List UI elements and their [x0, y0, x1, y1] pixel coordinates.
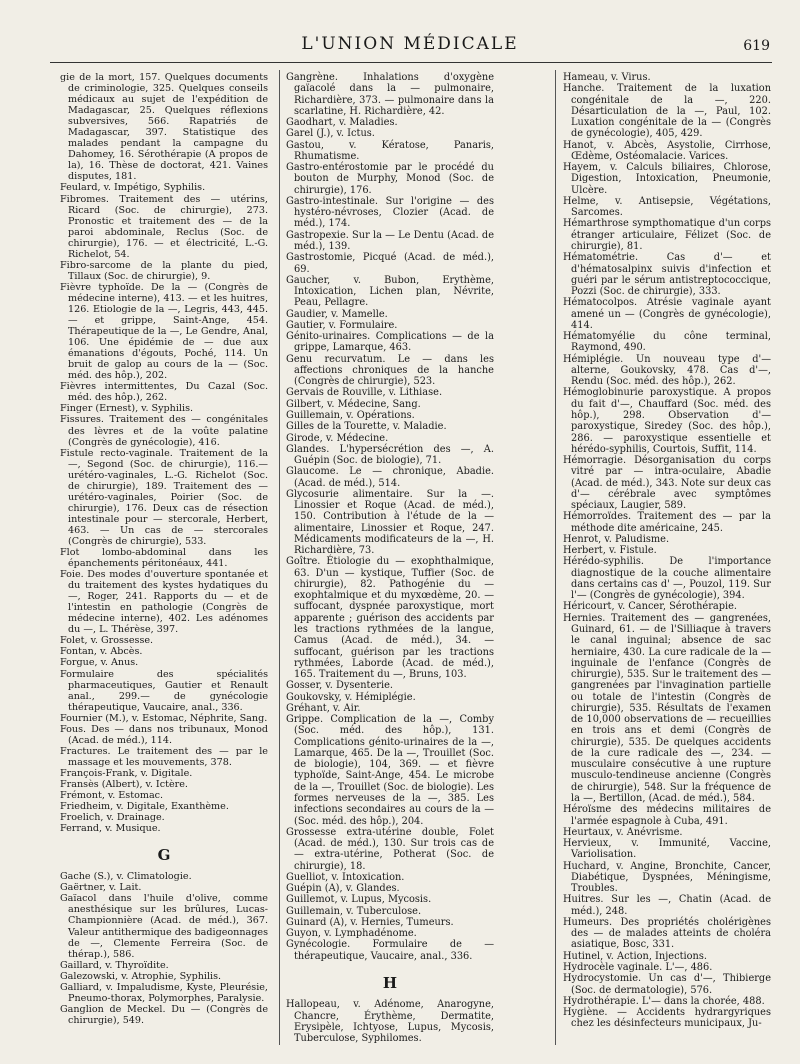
index-entry: Hernies. Traitement des — gangrenées, Guinard, 61. — de l'Silliaque à travers le canal inguinal; absence de sac herniaire, 430. La cure radicale de la — inguinale de l'enfance (Congrès de chirurgie), 535. Sur le traitement des — gangrenées par l'invagination partielle ou totale de l'intestin (Congrès de chirurgie), 535. Résultats de l'examen de 10,000 observations de — recueillies en trois ans et demi (Congrès de chirurgie), 535. De quelques accidents de la cure radicale des —, 234. — musculaire consécutive à une rupture musculo-tendineuse ancienne (Congrès de chirurgie), 548. Sur la fréquence de la —, Bertillon, (Acad. de méd.), 584.	[563, 612, 771, 804]
index-entry: Gréhant, v. Air.	[286, 702, 361, 714]
index-entry: Gaudier, v. Mamelle.	[286, 308, 388, 320]
index-entry: Gaïacol dans l'huile d'olive, comme anesthésique sur les brûlures, Lucas-Championnière (Acad. de méd.), 367. Valeur antithermique des badigeonnages de —, Clemente Ferreira (Soc. de thérap.), 586.	[60, 893, 268, 960]
index-entry: Hémorragie. Désorganisation du corps vitré par — intra-oculaire, Abadie (Acad. de méd.), 343. Note sur deux cas d'— cérébrale avec symptômes spéciaux, Laugier, 589.	[563, 455, 771, 512]
column-divider	[279, 70, 280, 1045]
index-entry: Helme, v. Antisepsie, Végétations, Sarcomes.	[563, 195, 771, 219]
index-entry: Guelliot, v. Intoxication.	[286, 871, 405, 883]
index-entry: Hématométrie. Cas d'— et d'hématosalpinx suivis d'infection et guéri par le sérum antistreptococcique, Pozzi (Soc. de chirurgie), 333.	[563, 252, 771, 298]
index-entry: Héroïsme des médecins militaires de l'armée espagnole à Cuba, 491.	[563, 804, 771, 827]
index-entry: Gastropexie. Sur la — Le Dentu (Acad. de méd.), 139.	[286, 229, 494, 252]
index-entry: Goître. Étiologie du — exophthalmique, 63. D'un — kystique, Tuffier (Soc. de chirurgie), 82. Pathogénie du — exophtalmique et du myxœdème, 20. — suffocant, dyspnée paroxystique, mort apparente ; guérison des accidents par les tractions rythmées de la langue, Camus (Acad. de méd.), 34. — suffocant, guérison par les tractions rythmées, Laborde (Acad. de méd.), 165. Traitement du —, Bruns, 103.	[286, 556, 494, 681]
index-entry: Gaërtner, v. Lait.	[60, 882, 142, 894]
index-entry: Grippe. Complication de la —, Comby (Soc. méd. des hôp.), 131. Complications génito-urinaires de la —, Lamarque, 465. De la —, Trouillet (Soc. de biologie), 104, 369. — et fièvre typhoïde, Saint-Ange, 454. Le microbe de la —, Trouillet (Soc. de biologie). Les formes nerveuses de la —, 385. Les infections secondaires au cours de la — (Soc. méd. des hôp.), 204.	[286, 714, 494, 827]
index-entry: Gaillard, v. Thyroïdite.	[60, 959, 169, 971]
index-entry: Gilles de la Tourette, v. Maladie.	[286, 421, 447, 433]
index-entry: Hayem, v. Calculs biliaires, Chlorose, Digestion, Intoxication, Pneumonie, Ulcère.	[563, 162, 771, 196]
index-entry: Forgue, v. Anus.	[60, 657, 139, 669]
index-entry: Hématomyélie du cône terminal, Raymond, 490.	[563, 331, 771, 354]
index-entry: Gaodhart, v. Maladies.	[286, 117, 398, 129]
index-entry: Feulard, v. Impétigo, Syphilis.	[60, 182, 206, 194]
running-title: L'UNION MÉDICALE	[301, 34, 519, 54]
index-entry: Humeurs. Des propriétés cholérigènes des — de malades atteints de choléra asiatique, Bosc, 331.	[563, 916, 771, 951]
index-entry: Friedheim, v. Digitale, Exanthème.	[60, 801, 229, 813]
index-entry: Folet, v. Grossesse.	[60, 635, 154, 647]
index-entry: Garel (J.), v. Ictus.	[286, 128, 375, 140]
index-entry: Gastrostomie, Picqué (Acad. de méd.), 69.	[286, 252, 494, 275]
index-entry: Hameau, v. Virus.	[563, 72, 651, 83]
index-entry: Gosser, v. Dysenterie.	[286, 680, 393, 692]
index-entry: Hémoglobinurie paroxystique. A propos du fait d'—, Chauffard (Soc. méd. des hôp.), 298. Observation d'— paroxystique, Siredey (Soc. des hôp.), 286. — paroxystique essentielle et hérédo-syphilis, Courtois, Suffit, 114.	[563, 387, 771, 455]
index-entry: Ganglion de Meckel. Du — (Congrès de chirurgie), 549.	[60, 1003, 268, 1026]
index-entry: Fontan, v. Abcès.	[60, 646, 143, 658]
index-entry: Gastou, v. Kératose, Panaris, Rhumatisme.	[286, 139, 494, 162]
section-letter-heading: H	[382, 973, 398, 992]
index-entry: gie de la mort, 157. Quelques documents de criminologie, 325. Quelques conseils médicaux au sujet de l'expédition de Madagascar, 25. Quelques réflexions subversives, 566. Rapatriés de Madagascar, 397. Statistique des malades pendant la campagne du Dahomey, 16. Sérothérapie (A propos de la), 16. Thèse de doctorat, 421. Vaines disputes, 181.	[60, 72, 268, 183]
index-entry: Guillemain, v. Opérations.	[286, 409, 415, 421]
index-entry: Gangrène. Inhalations d'oxygène gaïacolé dans la — pulmonaire, Richardière, 373. — pulmonaire dans la scarlatine, H. Richardière, 42.	[286, 72, 494, 117]
index-entry: Gastro-intestinale. Sur l'origine — des hystéro-névroses, Clozier (Acad. de méd.), 174.	[286, 195, 494, 230]
page-header	[50, 30, 770, 58]
index-entry: Gynécologie. Formulaire de — thérapeutique, Vaucaire, anal., 336.	[286, 939, 494, 962]
index-entry: Gaucher, v. Bubon, Erythème, Intoxication, Lichen plan, Névrite, Peau, Pellagre.	[286, 274, 494, 309]
section-letter-heading: G	[157, 846, 171, 865]
index-entry: Frémont, v. Estomac.	[60, 790, 164, 802]
index-entry: Ferrand, v. Musique.	[60, 823, 161, 835]
index-entry: Fièvres intermittentes, Du Cazal (Soc. méd. des hôp.), 262.	[60, 381, 268, 404]
index-entry: François-Frank, v. Digitale.	[60, 767, 193, 779]
index-entry: Hallopeau, v. Adénome, Anarogyne, Chancre, Érythème, Dermatite, Erysipèle, Ichtyose, Lupus, Mycosis, Tuberculose, Syphilomes.	[286, 999, 494, 1045]
index-column-2	[286, 72, 494, 1044]
index-column-1	[60, 72, 268, 1026]
index-entry: Galliard, v. Impaludisme, Kyste, Pleurésie, Pneumo-thorax, Polymorphes, Paralysie.	[60, 981, 268, 1004]
index-entry: Fibro-sarcome de la plante du pied, Tillaux (Soc. de chirurgie), 9.	[60, 259, 268, 282]
index-entry: Hémarthrose sympthomatique d'un corps étranger articulaire, Félizet (Soc. de chirurgie), 81.	[563, 218, 771, 252]
index-entry: Herbert, v. Fistule.	[563, 545, 657, 557]
index-entry: Glaucome. Le — chronique, Abadie. (Acad. de méd.), 514.	[286, 466, 494, 489]
index-entry: Foie. Des modes d'ouverture spontanée et du traitement des kystes hydatiques du —, Roger, 241. Rapports du — et de l'intestin en pathologie (Congrès de médecine interne), 402. Les adénomes du —, L. Thérèse, 397.	[60, 569, 268, 636]
page-number: 619	[743, 38, 770, 54]
index-entry: Hérédo-syphilis. De l'importance diagnostique de la couche alimentaire dans certains cas d' —, Pouzol, 119. Sur l'— (Congrès de gynécologie), 394.	[563, 556, 771, 602]
index-entry: Hygiène. — Accidents hydrargyriques chez les désinfecteurs municipaux, Ju-	[563, 1007, 771, 1030]
index-entry: Gache (S.), v. Climatologie.	[60, 871, 192, 883]
index-entry: Guillemot, v. Lupus, Mycosis.	[286, 894, 432, 906]
index-entry: Gilbert, v. Médecine, Sang.	[286, 398, 421, 410]
index-entry: Formulaire des spécialités pharmaceutiques, Gautier et Renault anal., 299.— de gynécologie thérapeutique, Vaucaire, anal., 336.	[60, 668, 268, 713]
index-entry: Génito-urinaires. Complications — de la grippe, Lamarque, 463.	[286, 331, 494, 354]
header-rule	[50, 62, 772, 63]
column-divider	[555, 70, 556, 1045]
index-entry: Guépin (A), v. Glandes.	[286, 883, 400, 895]
index-entry: Hémorroïdes. Traitement des — par la méthode dite américaine, 245.	[563, 511, 771, 534]
index-entry: Goukovsky, v. Hémiplégie.	[286, 691, 416, 703]
index-entry: Grossesse extra-utérine double, Folet (Acad. de méd.), 130. Sur trois cas de — extra-utérine, Potherat (Soc. de chirurgie), 18.	[286, 826, 494, 872]
index-entry: Glandes. L'hypersécrétion des —, A. Guépin (Soc. de biologie), 71.	[286, 443, 494, 467]
index-entry: Heurtaux, v. Anévrisme.	[563, 826, 683, 838]
index-entry: Hanche. Traitement de la luxation congénitale de la —, 220. Désarticulation de la —, Paul, 102. Luxation congénitale de la — (Congrès de gynécologie), 405, 429.	[563, 83, 771, 140]
index-entry: Hutinel, v. Action, Injections.	[563, 950, 707, 962]
index-entry: Fransès (Albert), v. Ictère.	[60, 779, 188, 790]
index-entry: Hanot, v. Abcès, Asystolie, Cirrhose, Œdème, Ostéomalacie. Varices.	[563, 139, 771, 162]
index-entry: Fibromes. Traitement des — utérins, Ricard (Soc. de chirurgie), 273. Pronostic et traitement des — de la paroi abdominale, Reclus (Soc. de chirurgie), 176. — et électricité, L.-G. Richelot, 54.	[60, 193, 268, 260]
index-entry: Hydrocèle vaginale. L'—, 486.	[563, 961, 713, 973]
index-entry: Fous. Des — dans nos tribunaux, Monod (Acad. de méd.), 114.	[60, 723, 268, 746]
index-entry: Hydrocystomie. Un cas d'—, Thibierge (Soc. de dermatologie), 576.	[563, 973, 771, 996]
index-entry: Guyon, v. Lymphadénome.	[286, 928, 417, 940]
index-entry: Finger (Ernest), v. Syphilis.	[60, 403, 194, 415]
index-entry: Héricourt, v. Cancer, Sérothérapie.	[563, 601, 738, 613]
index-entry: Galezowski, v. Atrophie, Syphilis.	[60, 970, 222, 982]
index-entry: Girode, v. Médecine.	[286, 432, 389, 444]
index-entry: Genu recurvatum. Le — dans les affections chroniques de la hanche (Congrès de chirurgie), 523.	[286, 353, 494, 388]
index-entry: Gastro-entérostomie par le procédé du bouton de Murphy, Monod (Soc. de chirurgie), 176.	[286, 162, 494, 196]
index-entry: Hématocolpos. Atrésie vaginale ayant amené un — (Congrès de gynécologie), 414.	[563, 297, 771, 331]
index-entry: Huitres. Sur les —, Chatin (Acad. de méd.), 248.	[563, 894, 771, 917]
index-entry: Fractures. Le traitement des — par le massage et les mouvements, 378.	[60, 745, 268, 768]
index-entry: Fistule recto-vaginale. Traitement de la —, Segond (Soc. de chirurgie), 116.— urétéro-vaginales, L.-G. Richelot (Soc. de chirurgie), 189. Traitement des — urétéro-vaginales, Poirier (Soc. de chirurgie), 176. Deux cas de résection intestinale pour — stercorale, Herbert, 463. — Un cas de — stercorales (Congrès de chirurgie), 533.	[60, 447, 268, 547]
index-entry: Hervieux, v. Immunité, Vaccine, Variolisation.	[563, 838, 771, 861]
index-entry: Froelich, v. Drainage.	[60, 812, 165, 824]
index-entry: Flot lombo-abdominal dans les épanchements péritonéaux, 441.	[60, 547, 268, 570]
index-entry: Guillemain, v. Tuberculose.	[286, 905, 422, 917]
index-entry: Gautier, v. Formulaire.	[286, 319, 398, 331]
index-entry: Glycosurie alimentaire. Sur la —. Linossier et Roque (Acad. de méd.), 150. Contribution à l'étude de la — alimentaire, Linossier et Roque, 247. Médicaments modificateurs de la —, H. Richardière, 73.	[286, 488, 494, 557]
index-entry: Fournier (M.), v. Estomac, Néphrite, Sang.	[60, 712, 268, 724]
index-entry: Hydrothérapie. L'— dans la chorée, 488.	[563, 995, 765, 1007]
index-entry: Hémiplégie. Un nouveau type d'— alterne, Goukovsky, 478. Cas d'—, Rendu (Soc. méd. des hôp.), 262.	[563, 353, 771, 388]
index-entry: Huchard, v. Angine, Bronchite, Cancer, Diabétique, Dyspnées, Méningisme, Troubles.	[563, 860, 771, 895]
index-entry: Gervais de Rouville, v. Lithiase.	[286, 387, 443, 399]
index-entry: Henrot, v. Paludisme.	[563, 533, 670, 545]
index-entry: Guinard (A), v. Hernies, Tumeurs.	[286, 916, 454, 928]
index-column-3	[563, 72, 771, 1030]
index-entry: Fissures. Traitement des — congénitales des lèvres et de la voûte palatine (Congrès de gynécologie), 416.	[60, 414, 268, 448]
index-entry: Fièvre typhoïde. De la — (Congrès de médecine interne), 413. — et les huitres, 126. Etiologie de la —, Legris, 443, 445. — et grippe, Saint-Ange, 454. Thérapeutique de la —, Le Gendre, Anal, 106. Une épidémie de — due aux émanations d'égouts, Poché, 114. Un bruit de galop au cours de la — (Soc. méd. des hôp.), 202.	[60, 281, 268, 382]
